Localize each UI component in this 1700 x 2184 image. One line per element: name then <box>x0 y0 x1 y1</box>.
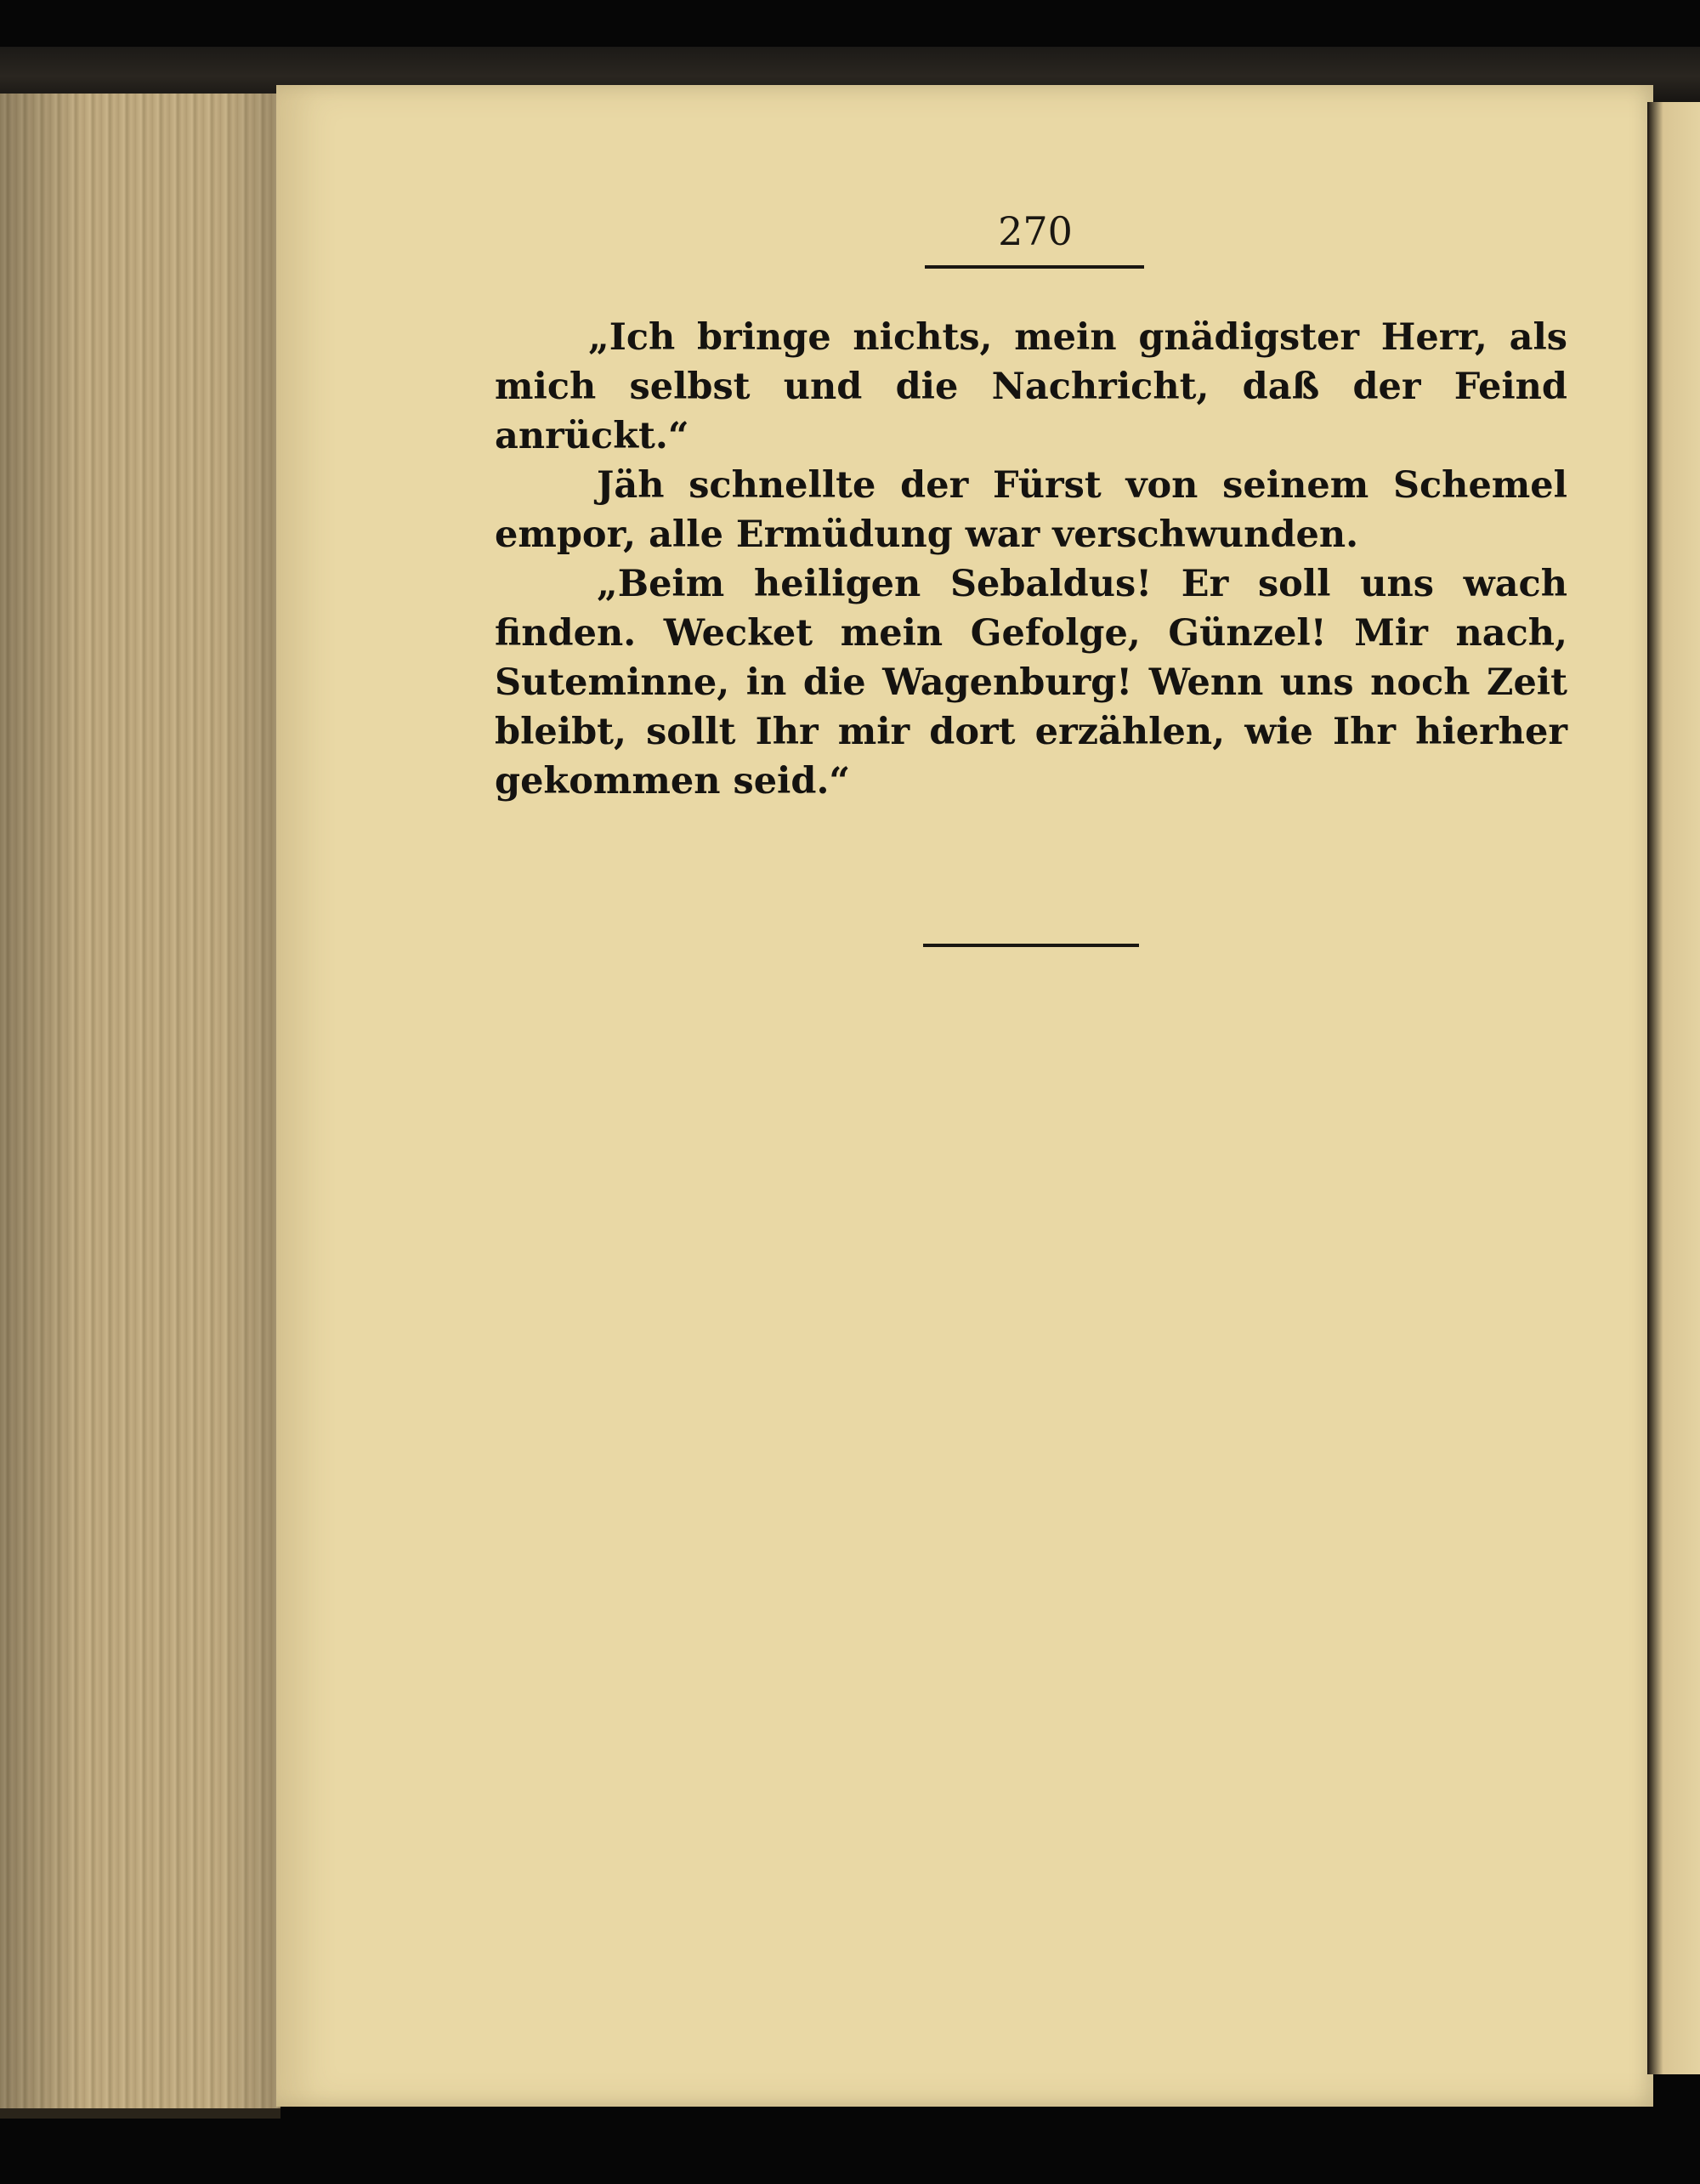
paragraph: Jäh schnellte der Fürst von seinem Schemel empor, alle Ermüdung war verschwunden. <box>495 464 1567 556</box>
page-number: 270 <box>998 208 1073 254</box>
paragraph: „Ich bringe nichts, mein gnädigster Herr, als mich selbst und die Nachricht, daß der Feind anrückt.“ <box>495 316 1567 457</box>
page-stack-shadow <box>0 94 280 2108</box>
facing-page-edge <box>1647 102 1700 2074</box>
body-text <box>495 313 1567 806</box>
paragraph: „Beim heiligen Sebaldus! Er soll uns wach finden. Wecket mein Gefolge, Günzel! Mir nach, Suteminne, in die Wagenburg! Wenn uns noch Zeit bleibt, sollt Ihr mir dort erzählen, wie Ihr hierher gekommen seid.“ <box>495 563 1567 803</box>
header-rule <box>925 265 1144 269</box>
section-end-rule <box>923 944 1139 947</box>
